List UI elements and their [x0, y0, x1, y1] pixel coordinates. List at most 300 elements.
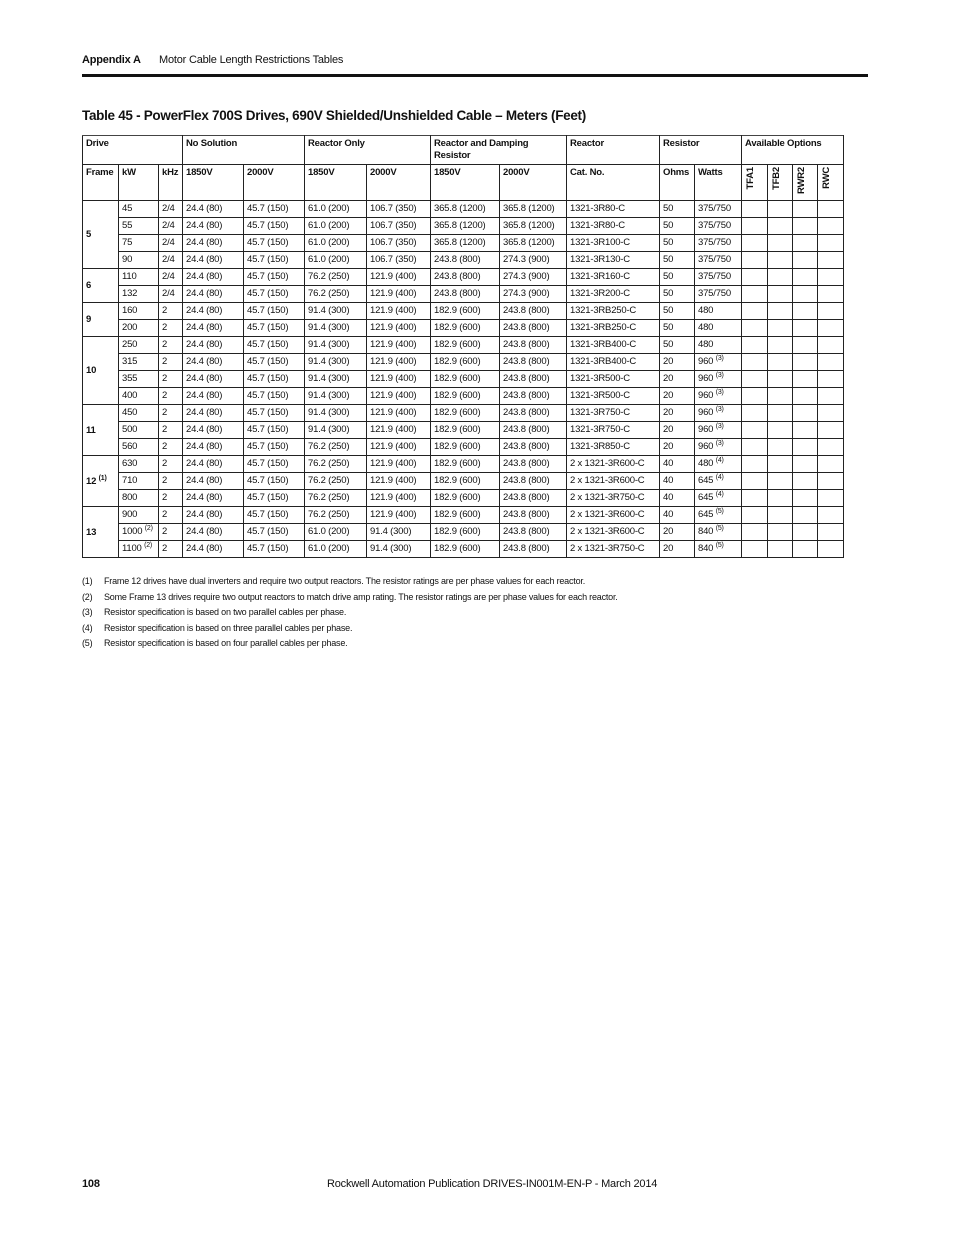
- cell-ro2000: 121.9 (400): [367, 507, 431, 524]
- table-row: [83, 320, 844, 337]
- cell-kw: 1100 $^{(2)}$: [119, 541, 159, 558]
- cell-ro2000: 121.9 (400): [367, 269, 431, 286]
- cell-cat: 2 x 1321-3R750-C: [567, 541, 660, 558]
- header-rd-2000v: 2000V: [500, 165, 567, 201]
- footnote-number: (5): [82, 638, 93, 648]
- option-cell: [793, 269, 818, 286]
- option-cell: [818, 303, 844, 320]
- table-row: [83, 218, 844, 235]
- cell-rd2000: 243.8 (800): [500, 371, 567, 388]
- cell-cat: 1321-3R100-C: [567, 235, 660, 252]
- frame-cell: 10: [83, 337, 119, 405]
- header-available-options: Available Options: [742, 136, 844, 165]
- cell-ro1850: 91.4 (300): [305, 422, 367, 439]
- cell-rd1850: 182.9 (600): [431, 490, 500, 507]
- header-frame: Frame: [83, 165, 119, 201]
- cell-ns1850: 24.4 (80): [183, 422, 244, 439]
- footnote-text: Resistor specification is based on four parallel cables per phase.: [104, 638, 348, 648]
- cell-kw: 710: [119, 473, 159, 490]
- table-row: [83, 490, 844, 507]
- cell-ro1850: 76.2 (250): [305, 490, 367, 507]
- cell-watts: 645 $^{(4)}$: [695, 473, 742, 490]
- cell-watts: 480: [695, 320, 742, 337]
- cell-watts: 375/750: [695, 201, 742, 218]
- cell-rd2000: 243.8 (800): [500, 490, 567, 507]
- option-cell: [742, 507, 768, 524]
- cell-rd1850: 182.9 (600): [431, 405, 500, 422]
- cell-ro1850: 61.0 (200): [305, 235, 367, 252]
- footnote-number: (2): [82, 591, 93, 602]
- cell-ohms: 50: [660, 269, 695, 286]
- option-cell: [742, 286, 768, 303]
- option-cell: [768, 388, 793, 405]
- option-cell: [818, 490, 844, 507]
- table-row: [83, 405, 844, 422]
- option-cell: [742, 303, 768, 320]
- header-option-rwc: RWC: [818, 165, 844, 201]
- cell-cat: 2 x 1321-3R600-C: [567, 456, 660, 473]
- footnote-text: Some Frame 13 drives require two output reactors to match drive amp rating. The resistor ratings are per phase values for each reactor.: [104, 591, 618, 602]
- cell-kw: 315: [119, 354, 159, 371]
- cell-ro2000: 121.9 (400): [367, 422, 431, 439]
- cell-ro1850: 76.2 (250): [305, 286, 367, 303]
- cell-rd1850: 243.8 (800): [431, 286, 500, 303]
- cell-ns2000: 45.7 (150): [244, 320, 305, 337]
- cell-ns2000: 45.7 (150): [244, 541, 305, 558]
- cell-ro2000: 106.7 (350): [367, 218, 431, 235]
- cell-ns1850: 24.4 (80): [183, 252, 244, 269]
- cell-rd2000: 365.8 (1200): [500, 218, 567, 235]
- option-cell: [742, 235, 768, 252]
- option-cell: [768, 405, 793, 422]
- option-cell: [793, 201, 818, 218]
- cell-ns2000: 45.7 (150): [244, 286, 305, 303]
- cell-ns1850: 24.4 (80): [183, 388, 244, 405]
- cell-khz: 2: [159, 507, 183, 524]
- cell-ns2000: 45.7 (150): [244, 337, 305, 354]
- cell-ro2000: 121.9 (400): [367, 371, 431, 388]
- option-cell: [768, 235, 793, 252]
- cell-rd1850: 182.9 (600): [431, 388, 500, 405]
- cell-khz: 2: [159, 388, 183, 405]
- cell-ohms: 50: [660, 252, 695, 269]
- cell-khz: 2: [159, 320, 183, 337]
- cell-ns2000: 45.7 (150): [244, 405, 305, 422]
- option-cell: [742, 439, 768, 456]
- option-cell: [818, 354, 844, 371]
- header-ro-2000v: 2000V: [367, 165, 431, 201]
- cell-kw: 45: [119, 201, 159, 218]
- cell-ns1850: 24.4 (80): [183, 218, 244, 235]
- footnote-ref: (5): [715, 524, 724, 532]
- footnote-ref: (3): [715, 388, 724, 396]
- footnote-number: (4): [82, 622, 93, 633]
- option-cell: [793, 524, 818, 541]
- table-row: [83, 303, 844, 320]
- cell-rd1850: 182.9 (600): [431, 337, 500, 354]
- footnote-ref: (3): [715, 371, 724, 379]
- footnote-ref: (3): [715, 422, 724, 430]
- cell-ohms: 20: [660, 541, 695, 558]
- footnote-ref: (4): [715, 473, 724, 481]
- cell-khz: 2: [159, 439, 183, 456]
- cell-ns1850: 24.4 (80): [183, 337, 244, 354]
- option-cell: [793, 388, 818, 405]
- cell-ns1850: 24.4 (80): [183, 439, 244, 456]
- cell-ns1850: 24.4 (80): [183, 286, 244, 303]
- frame-cell: 13: [83, 507, 119, 558]
- cell-ohms: 40: [660, 490, 695, 507]
- cell-cat: 1321-3R750-C: [567, 422, 660, 439]
- option-cell: [768, 524, 793, 541]
- cell-ohms: 20: [660, 354, 695, 371]
- option-cell: [768, 439, 793, 456]
- page-header: [82, 52, 868, 74]
- footnote: [82, 576, 842, 592]
- cell-cat: 1321-3R160-C: [567, 269, 660, 286]
- table-row: [83, 337, 844, 354]
- option-cell: [768, 320, 793, 337]
- cell-ro1850: 91.4 (300): [305, 354, 367, 371]
- cell-ohms: 40: [660, 473, 695, 490]
- option-cell: [768, 218, 793, 235]
- footnote-text: Resistor specification is based on two parallel cables per phase.: [104, 607, 347, 617]
- header-drive: Drive: [83, 136, 183, 165]
- cell-cat: 1321-3RB400-C: [567, 354, 660, 371]
- cell-kw: 1000 $^{(2)}$: [119, 524, 159, 541]
- footnote: [82, 592, 842, 608]
- cell-khz: 2: [159, 473, 183, 490]
- cell-khz: 2/4: [159, 218, 183, 235]
- footnote-text: Resistor specification is based on three parallel cables per phase.: [104, 622, 353, 633]
- cell-rd1850: 243.8 (800): [431, 252, 500, 269]
- cell-ro2000: 121.9 (400): [367, 388, 431, 405]
- option-cell: [818, 456, 844, 473]
- cell-ro2000: 121.9 (400): [367, 456, 431, 473]
- cell-watts: 645 $^{(5)}$: [695, 507, 742, 524]
- cable-length-table: [82, 135, 844, 558]
- option-cell: [818, 405, 844, 422]
- cell-ohms: 20: [660, 371, 695, 388]
- cell-rd2000: 243.8 (800): [500, 524, 567, 541]
- cell-cat: 1321-3RB250-C: [567, 303, 660, 320]
- cell-ns2000: 45.7 (150): [244, 439, 305, 456]
- cell-ns2000: 45.7 (150): [244, 524, 305, 541]
- cell-kw: 132: [119, 286, 159, 303]
- footnote-number: (1): [82, 576, 93, 586]
- cell-ns1850: 24.4 (80): [183, 490, 244, 507]
- option-cell: [768, 354, 793, 371]
- cell-ro2000: 121.9 (400): [367, 320, 431, 337]
- footnote: [82, 623, 842, 639]
- footnote-ref: (1): [98, 474, 107, 482]
- cell-cat: 1321-3R500-C: [567, 371, 660, 388]
- header-ns-1850v: 1850V: [183, 165, 244, 201]
- cell-cat: 1321-3RB250-C: [567, 320, 660, 337]
- option-cell: [793, 490, 818, 507]
- cell-cat: 1321-3R130-C: [567, 252, 660, 269]
- cell-ns2000: 45.7 (150): [244, 218, 305, 235]
- cell-kw: 400: [119, 388, 159, 405]
- cell-rd1850: 182.9 (600): [431, 320, 500, 337]
- cell-kw: 450: [119, 405, 159, 422]
- cell-rd1850: 182.9 (600): [431, 524, 500, 541]
- cell-rd2000: 365.8 (1200): [500, 201, 567, 218]
- cell-watts: 840 $^{(5)}$: [695, 541, 742, 558]
- footnote-ref: (3): [715, 354, 724, 362]
- footnote-ref: (4): [715, 490, 724, 498]
- table-row: [83, 354, 844, 371]
- cell-khz: 2: [159, 354, 183, 371]
- footnote-text: Frame 12 drives have dual inverters and require two output reactors. The resistor ratings are per phase values for each reactor.: [104, 576, 585, 586]
- option-cell: [793, 507, 818, 524]
- cell-ro1850: 76.2 (250): [305, 473, 367, 490]
- cell-ro1850: 76.2 (250): [305, 507, 367, 524]
- header-watts: Watts: [695, 165, 742, 201]
- option-cell: [818, 337, 844, 354]
- cell-ns2000: 45.7 (150): [244, 269, 305, 286]
- cell-rd1850: 243.8 (800): [431, 269, 500, 286]
- cell-rd2000: 274.3 (900): [500, 286, 567, 303]
- cell-ohms: 20: [660, 388, 695, 405]
- cell-kw: 55: [119, 218, 159, 235]
- cell-ns1850: 24.4 (80): [183, 303, 244, 320]
- cell-rd2000: 243.8 (800): [500, 473, 567, 490]
- header-title: Motor Cable Length Restrictions Tables: [159, 54, 344, 66]
- cell-khz: 2: [159, 422, 183, 439]
- option-cell: [818, 473, 844, 490]
- option-cell: [742, 218, 768, 235]
- option-cell: [742, 371, 768, 388]
- cell-ro2000: 121.9 (400): [367, 303, 431, 320]
- cell-cat: 2 x 1321-3R750-C: [567, 490, 660, 507]
- cell-ro1850: 61.0 (200): [305, 524, 367, 541]
- cell-ns1850: 24.4 (80): [183, 473, 244, 490]
- option-cell: [768, 456, 793, 473]
- cell-ns1850: 24.4 (80): [183, 507, 244, 524]
- cell-cat: 2 x 1321-3R600-C: [567, 524, 660, 541]
- option-cell: [768, 507, 793, 524]
- option-cell: [742, 354, 768, 371]
- footnote-ref: (4): [715, 456, 724, 464]
- cell-rd1850: 182.9 (600): [431, 541, 500, 558]
- option-cell: [742, 201, 768, 218]
- option-cell: [793, 371, 818, 388]
- sub-header-row: [83, 165, 844, 201]
- option-cell: [818, 507, 844, 524]
- cell-kw: 560: [119, 439, 159, 456]
- cell-ohms: 20: [660, 439, 695, 456]
- header-khz: kHz: [159, 165, 183, 201]
- cell-ns2000: 45.7 (150): [244, 456, 305, 473]
- header-rd-1850v: 1850V: [431, 165, 500, 201]
- option-cell: [768, 252, 793, 269]
- header-option-tfa1: TFA1: [742, 165, 768, 201]
- cell-ohms: 50: [660, 235, 695, 252]
- page-number: 108: [82, 1178, 100, 1190]
- cell-ro2000: 121.9 (400): [367, 337, 431, 354]
- cell-watts: 960 $^{(3)}$: [695, 388, 742, 405]
- cell-rd2000: 243.8 (800): [500, 456, 567, 473]
- header-resistor: Resistor: [660, 136, 742, 165]
- option-cell: [742, 524, 768, 541]
- cell-kw: 355: [119, 371, 159, 388]
- option-cell: [793, 473, 818, 490]
- cell-cat: 2 x 1321-3R600-C: [567, 473, 660, 490]
- option-cell: [742, 388, 768, 405]
- header-ohms: Ohms: [660, 165, 695, 201]
- option-cell: [818, 524, 844, 541]
- cell-ns1850: 24.4 (80): [183, 201, 244, 218]
- table-row: [83, 269, 844, 286]
- cell-watts: 960 $^{(3)}$: [695, 354, 742, 371]
- header-no-solution: No Solution: [183, 136, 305, 165]
- option-cell: [768, 269, 793, 286]
- cell-kw: 200: [119, 320, 159, 337]
- cell-rd2000: 243.8 (800): [500, 320, 567, 337]
- table-row: [83, 541, 844, 558]
- cell-ns1850: 24.4 (80): [183, 371, 244, 388]
- option-cell: [818, 269, 844, 286]
- option-cell: [742, 456, 768, 473]
- cell-ns1850: 24.4 (80): [183, 541, 244, 558]
- table-row: [83, 286, 844, 303]
- option-cell: [768, 337, 793, 354]
- cell-cat: 1321-3RB400-C: [567, 337, 660, 354]
- cell-rd2000: 243.8 (800): [500, 422, 567, 439]
- table-row: [83, 388, 844, 405]
- option-cell: [793, 354, 818, 371]
- cell-watts: 375/750: [695, 235, 742, 252]
- table-row: [83, 235, 844, 252]
- cell-cat: 1321-3R750-C: [567, 405, 660, 422]
- header-reactor: Reactor: [567, 136, 660, 165]
- footnote-ref: (5): [715, 541, 724, 549]
- appendix-label: Appendix A: [82, 54, 141, 66]
- cell-kw: 630: [119, 456, 159, 473]
- cell-ohms: 50: [660, 218, 695, 235]
- cell-ns2000: 45.7 (150): [244, 252, 305, 269]
- option-cell: [742, 320, 768, 337]
- cell-ro2000: 121.9 (400): [367, 354, 431, 371]
- cell-cat: 1321-3R200-C: [567, 286, 660, 303]
- cell-ohms: 20: [660, 422, 695, 439]
- cell-ns1850: 24.4 (80): [183, 269, 244, 286]
- footnote-ref: (3): [715, 405, 724, 413]
- cell-ohms: 50: [660, 286, 695, 303]
- cell-rd1850: 182.9 (600): [431, 473, 500, 490]
- cell-ro1850: 91.4 (300): [305, 371, 367, 388]
- cell-khz: 2: [159, 541, 183, 558]
- option-cell: [768, 490, 793, 507]
- option-cell: [818, 286, 844, 303]
- cell-rd1850: 182.9 (600): [431, 303, 500, 320]
- cell-khz: 2/4: [159, 201, 183, 218]
- footnote-number: (3): [82, 607, 93, 617]
- cell-kw: 800: [119, 490, 159, 507]
- frame-cell: 5: [83, 201, 119, 269]
- cell-rd2000: 243.8 (800): [500, 337, 567, 354]
- cell-khz: 2: [159, 456, 183, 473]
- cell-rd2000: 243.8 (800): [500, 405, 567, 422]
- option-cell: [742, 337, 768, 354]
- option-cell: [793, 422, 818, 439]
- publication-info: Rockwell Automation Publication DRIVES-IN001M-EN-P - March 2014: [327, 1178, 658, 1190]
- option-cell: [742, 541, 768, 558]
- cell-watts: 375/750: [695, 286, 742, 303]
- cell-ns2000: 45.7 (150): [244, 507, 305, 524]
- cell-ns2000: 45.7 (150): [244, 371, 305, 388]
- cell-khz: 2: [159, 371, 183, 388]
- cell-kw: 500: [119, 422, 159, 439]
- option-cell: [768, 286, 793, 303]
- option-cell: [818, 320, 844, 337]
- header-ro-1850v: 1850V: [305, 165, 367, 201]
- cell-cat: 1321-3R500-C: [567, 388, 660, 405]
- cell-rd1850: 182.9 (600): [431, 354, 500, 371]
- option-cell: [818, 201, 844, 218]
- option-cell: [793, 320, 818, 337]
- header-option-tfb2: TFB2: [768, 165, 793, 201]
- option-cell: [793, 439, 818, 456]
- cell-khz: 2: [159, 337, 183, 354]
- cell-ro1850: 91.4 (300): [305, 303, 367, 320]
- cell-cat: 1321-3R80-C: [567, 218, 660, 235]
- cell-watts: 960 $^{(3)}$: [695, 405, 742, 422]
- cell-watts: 840 $^{(5)}$: [695, 524, 742, 541]
- cell-rd1850: 182.9 (600): [431, 439, 500, 456]
- option-cell: [742, 490, 768, 507]
- cell-rd1850: 365.8 (1200): [431, 235, 500, 252]
- option-cell: [768, 371, 793, 388]
- cell-ro1850: 91.4 (300): [305, 388, 367, 405]
- option-cell: [793, 405, 818, 422]
- header-rule: [82, 74, 868, 77]
- cell-ns2000: 45.7 (150): [244, 422, 305, 439]
- cell-cat: 2 x 1321-3R600-C: [567, 507, 660, 524]
- cell-ohms: 50: [660, 303, 695, 320]
- option-cell: [818, 218, 844, 235]
- cell-rd1850: 182.9 (600): [431, 507, 500, 524]
- header-ns-2000v: 2000V: [244, 165, 305, 201]
- cell-rd2000: 243.8 (800): [500, 541, 567, 558]
- option-cell: [742, 422, 768, 439]
- option-cell: [742, 252, 768, 269]
- cell-cat: 1321-3R850-C: [567, 439, 660, 456]
- option-cell: [768, 303, 793, 320]
- cell-ro1850: 76.2 (250): [305, 269, 367, 286]
- footnote-ref: (2): [144, 524, 153, 532]
- cell-watts: 960 $^{(3)}$: [695, 439, 742, 456]
- cell-rd1850: 182.9 (600): [431, 456, 500, 473]
- cell-ns2000: 45.7 (150): [244, 354, 305, 371]
- table-row: [83, 473, 844, 490]
- option-cell: [818, 388, 844, 405]
- header-option-rwr2: RWR2: [793, 165, 818, 201]
- cell-rd2000: 243.8 (800): [500, 388, 567, 405]
- option-cell: [818, 439, 844, 456]
- cell-ohms: 20: [660, 524, 695, 541]
- cell-ohms: 40: [660, 507, 695, 524]
- table-row: [83, 439, 844, 456]
- cell-ro2000: 121.9 (400): [367, 286, 431, 303]
- option-cell: [793, 252, 818, 269]
- footnote-ref: (5): [715, 507, 724, 515]
- cell-ro2000: 121.9 (400): [367, 439, 431, 456]
- cell-watts: 960 $^{(3)}$: [695, 422, 742, 439]
- table-row: [83, 201, 844, 218]
- footnotes: [82, 576, 842, 654]
